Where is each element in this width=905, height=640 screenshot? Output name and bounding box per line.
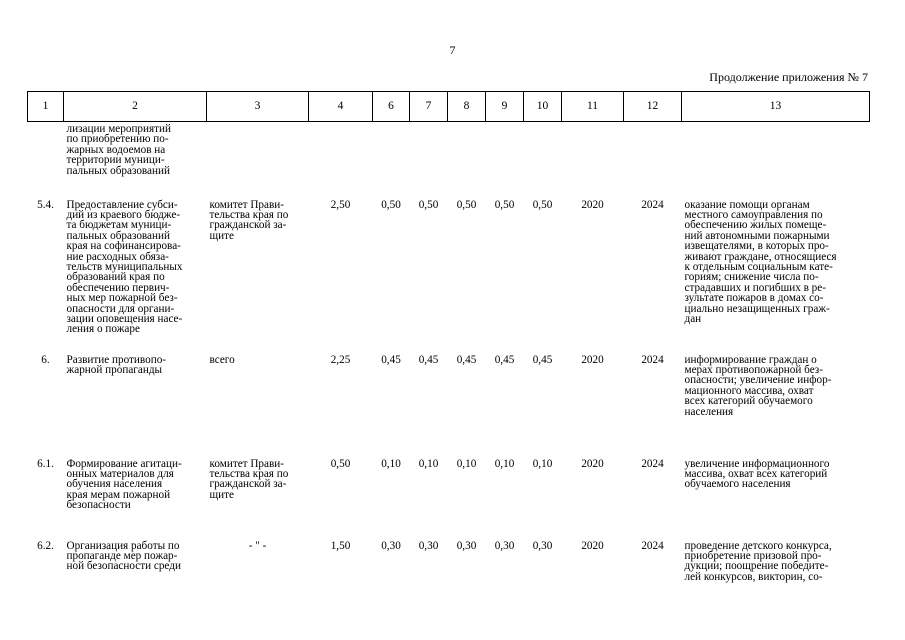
row-id: 5.4. (37, 198, 54, 211)
row-year-value (448, 122, 486, 200)
row-end-year: 2024 (641, 457, 664, 470)
row-id (28, 122, 64, 200)
col-header: 13 (682, 92, 870, 122)
table-row (28, 459, 870, 541)
col-header: 3 (207, 92, 309, 122)
col-header: 12 (624, 92, 682, 122)
row-start-year: 2020 (581, 353, 604, 366)
table-row (28, 122, 870, 200)
row-id: 6.2. (37, 539, 54, 552)
row-year-value: 0,50 (532, 198, 553, 211)
row-executor: комитет Прави- тельства края по гражданской за- щите (209, 198, 289, 242)
row-result: оказание помощи органам местного самоуправления по обеспечению жилых помеще- ний автономными пожарными извещателями, в которых про- живают граждане, относящиеся к отдельным социальным кате- гориям; снижение числа по- страдавших и погибших в ре- зультате пожаров в домах со- циально незащищенных граж- дан (684, 198, 837, 325)
row-end-year (624, 122, 682, 200)
table-row (28, 355, 870, 459)
row-end-year: 2024 (641, 353, 664, 366)
row-year-value: 0,30 (456, 539, 477, 552)
row-year-value: 0,45 (418, 353, 439, 366)
page-number: 7 (449, 43, 456, 57)
row-id: 6.1. (37, 457, 54, 470)
row-year-value: 0,10 (381, 457, 401, 470)
row-year-value (486, 122, 524, 200)
row-year-value: 0,30 (381, 539, 401, 552)
row-year-value: 0,50 (418, 198, 439, 211)
row-total: 0,50 (330, 457, 351, 470)
row-executor (207, 122, 309, 200)
row-result: увеличение информационного массива, охват всех категорий обучаемого населения (684, 457, 830, 491)
header-row (28, 92, 870, 122)
table-row (28, 200, 870, 355)
row-year-value: 0,30 (532, 539, 553, 552)
row-end-year: 2024 (641, 198, 664, 211)
col-header: 7 (410, 92, 448, 122)
row-year-value: 0,30 (418, 539, 439, 552)
row-year-value: 0,50 (456, 198, 477, 211)
row-name: Организация работы по пропаганде мер пожар- ной безопасности среди (66, 539, 181, 573)
row-year-value: 0,45 (456, 353, 477, 366)
row-total: 1,50 (330, 539, 351, 552)
table-row (28, 541, 870, 601)
row-year-value: 0,45 (494, 353, 515, 366)
row-result: проведение детского конкурса, приобретение призовой про- дукции; поощрение победите- лей конкурсов, викторин, со- (684, 539, 832, 583)
row-name: Развитие противопо- жарной пропаганды (66, 353, 167, 376)
row-year-value: 0,45 (381, 353, 401, 366)
row-year-value: 0,45 (532, 353, 553, 366)
row-executor: - " - (248, 539, 267, 552)
col-header: 6 (373, 92, 410, 122)
col-header: 2 (64, 92, 207, 122)
col-header: 1 (28, 92, 64, 122)
program-table (27, 91, 870, 601)
row-start-year: 2020 (581, 539, 604, 552)
col-header: 4 (309, 92, 373, 122)
row-name: Предоставление субси- дий из краевого бюдже- та бюджетам муници- пальных образований края на софинансирова- ние расходных обяза- тельств муниципальных образований края по обеспечению первич- ных мер пожарной без- опасности для органи- зации оповещения насе- ления о пожаре (66, 198, 183, 336)
row-year-value (373, 122, 410, 200)
col-header: 9 (486, 92, 524, 122)
row-result: информирование граждан о мерах противопожарной без- опасности; увеличение инфор- мационного массива, охват всех категорий обучаемого населения (684, 353, 832, 418)
row-id: 6. (41, 353, 50, 366)
row-total: 2,50 (330, 198, 351, 211)
row-total (309, 122, 373, 200)
row-executor: комитет Прави- тельства края по гражданской за- щите (209, 457, 289, 501)
row-year-value: 0,50 (381, 198, 401, 211)
row-year-value: 0,50 (494, 198, 515, 211)
row-year-value (410, 122, 448, 200)
continuation-label: Продолжение приложения № 7 (709, 70, 868, 84)
row-year-value: 0,10 (494, 457, 515, 470)
row-start-year (562, 122, 624, 200)
row-name: лизации мероприятий по приобретению по- жарных водоемов на территории муници- пальных образований (66, 123, 172, 177)
row-year-value: 0,10 (532, 457, 553, 470)
row-start-year: 2020 (581, 457, 604, 470)
row-end-year: 2024 (641, 539, 664, 552)
col-header: 11 (562, 92, 624, 122)
row-year-value: 0,10 (418, 457, 439, 470)
row-year-value: 0,10 (456, 457, 477, 470)
row-start-year: 2020 (581, 198, 604, 211)
col-header: 8 (448, 92, 486, 122)
row-total: 2,25 (330, 353, 351, 366)
row-year-value (524, 122, 562, 200)
col-header: 10 (524, 92, 562, 122)
row-result (682, 122, 870, 200)
row-executor: всего (209, 353, 235, 366)
row-year-value: 0,30 (494, 539, 515, 552)
row-name: Формирование агитаци- онных материалов для обучения населения края мерам пожарной безопасности (66, 457, 182, 512)
